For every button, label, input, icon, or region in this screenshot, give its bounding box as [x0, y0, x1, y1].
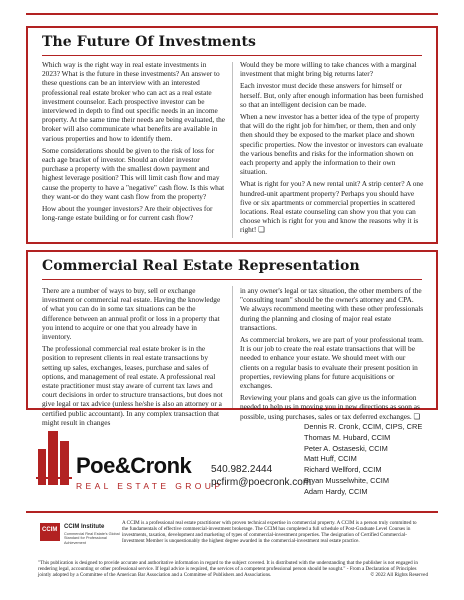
contact-info	[211, 463, 311, 489]
agent-name: Matt Huff, CCIM	[304, 454, 357, 464]
company-logo	[36, 421, 224, 503]
title-rule	[42, 55, 422, 56]
section-title: Commercial Real Estate Representation	[42, 258, 360, 274]
agent-list	[304, 422, 422, 498]
title-rule	[42, 279, 422, 280]
section-title: The Future Of Investments	[42, 34, 257, 50]
left-column	[42, 60, 226, 225]
right-column	[240, 286, 424, 424]
paragraph: When a new investor has a better idea of the type of property that will do the right job for him/her, or them, then and only then should they be exposed to the market place and shown specific properties. Now the investor or investors can evaluate the various benefits and risks for the information shown on each property and apply the information to their own situation.	[240, 112, 423, 177]
company-name: Poe&Cronk	[76, 453, 192, 478]
paragraph: As commercial brokers, we are part of your professional team. It is our job to create the real estate transactions that will be needed to enhance your estate. We should meet with our clients on a regular basis to evaluate their present position in properties, reviewing plans for future acquisitions or exchanges.	[240, 335, 424, 391]
email-link[interactable]: pcfirm@poecronk.com	[211, 477, 312, 488]
copyright: © 2022 All Rights Reserved	[370, 572, 428, 579]
paragraph: What is right for you? A new rental unit? A strip center? A one hundred-unit apartment property? Perhaps you should have five or six apartments or commercial properties in scattered locations. Real estate counseling can show you that you can choose which is right for you and know the reasons why it is right! ❏	[240, 179, 424, 235]
paragraph: How about the younger investors? Are their objectives for long-range estate building or for current cash flow?	[42, 204, 213, 223]
company-tagline: REAL ESTATE GROUP	[76, 481, 224, 491]
top-accent-line	[26, 13, 438, 15]
future-investments-section	[26, 26, 438, 244]
footer-rule	[26, 511, 438, 513]
agent-name: Adam Hardy, CCIM	[304, 486, 368, 496]
paragraph: Some considerations should be given to the risk of loss for each age bracket of investor. Should an older investor purchase a property with the smallest down payment and highest leverage position? This will limit cash flow and may cause the property to have a "negative" cash flow. Is this what they want-or do they want cash flow from the property?	[42, 145, 225, 201]
agent-name: Dennis R. Cronk, CCIM, CIPS, CRE	[304, 422, 423, 431]
paragraph: Each investor must decide these answers for himself or herself. But, only after enough information has been furnished so that an intelligent decision can be made.	[240, 81, 424, 109]
column-divider	[232, 62, 233, 238]
ccim-logo	[40, 521, 120, 547]
disclaimer-text: "This publication is designed to provide accurate and authoritative information in regard to the subject covered. It is distributed with the understanding that the publisher is not engaged in rendering legal, accounting or other professional service. If legal advice is required, the services of a competent professional person should be sought." - From a Declaration of Principles jointly adopted by a Committee of the American Bar Association and a Committee of Publishers and Associations.	[38, 560, 418, 579]
agent-name: Peter A. Ostaseski, CCIM	[304, 443, 388, 453]
left-column	[42, 286, 226, 430]
logo-baseline	[36, 477, 72, 479]
paragraph: There are a number of ways to buy, sell or exchange investment or commercial real estate. Having the knowledge of what you can do in some tax situations can be the difference between an annual profit or loss in a property that you intend to acquire or one that you already have in inventory.	[42, 286, 221, 342]
building-icon	[38, 449, 46, 485]
paragraph: Reviewing your plans and goals can give us the information needed to help us in moving you in new directions as soon as possible, using purchases, sales or tax deferred exchanges. ❏	[240, 393, 421, 421]
paragraph: in any owner's legal or tax situation, the other members of the "consulting team" should be the owner's attorney and CPA. We always recommend meeting with these other professionals during the planning and closing of major real estate transactions.	[240, 286, 424, 332]
ccim-mark-icon: CCIM	[40, 523, 60, 541]
ccim-logo-title: CCIM Institute	[64, 524, 105, 530]
agent-name: Bryan Musselwhite, CCIM	[304, 475, 390, 485]
agent-name: Thomas M. Hubard, CCIM	[304, 432, 391, 442]
paragraph: The professional commercial real estate broker is in the position to represent clients in real estate transactions by setting up sales, exchanges, leases, purchase and sales of options, and management of real estate. A professional real estate practitioner must stay aware of current tax laws and court decisions in order to structure transactions, but does not give legal or tax advice (unless he/she is also an attorney or a certified public accountant). In any complex transaction that might result in changes	[42, 344, 223, 427]
disclaimer	[38, 560, 428, 578]
paragraph: Would they be more willing to take chances with a marginal investment that might bring big returns later?	[240, 60, 417, 79]
column-divider	[232, 286, 233, 408]
agent-name: Richard Wellford, CCIM	[304, 465, 382, 475]
paragraph: Which way is the right way in real estate investments in 2023? What is the future in these investments? An answer to these questions can be an interview with an interested professional real estate broker who can act as a real estate investment counselor. Each prospective investor can be interviewed in depth to find out specific needs in an income property. At the same time their needs are being evaluated, the broker will also communicate what benefits are available in various properties and how to identify them.	[42, 60, 226, 143]
right-column	[240, 60, 424, 238]
ccim-description: A CCIM is a professional real estate practitioner with proven technical expertise in commercial property. A CCIM is a person truly committed to the fundamentals of effective commercial-investment brokerage. The CCIM has completed a full schedule of Post-Graduate Level Courses in investments, taxation, development and marketing of types of commercial-investment properties. The designation of Certified Commercial-Investment Member is unquestionably the highest degree awarded in the commercial-investment real estate practice.	[122, 520, 417, 545]
ccim-logo-subtitle: Commercial Real Estate's Global Standard for Professional Achievement	[64, 532, 120, 545]
phone-number[interactable]: 540.982.2444	[211, 464, 273, 475]
